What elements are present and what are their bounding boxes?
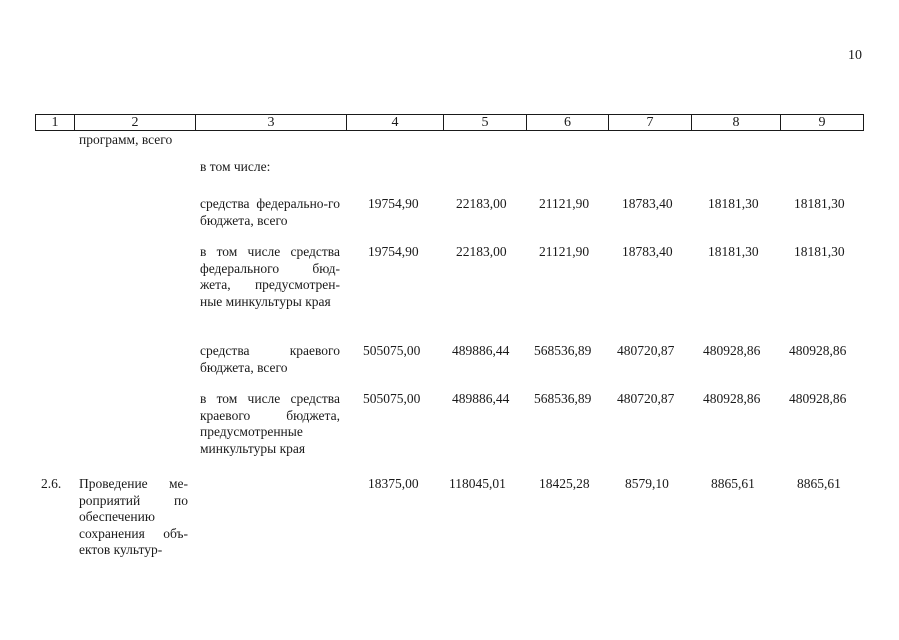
row-4-col-7: 480720,87	[617, 391, 675, 406]
row-5-col-5: 118045,01	[449, 476, 506, 491]
header-col-3: 3	[196, 115, 347, 131]
row-2-col-9: 18181,30	[794, 244, 845, 259]
row-5-col-7: 8579,10	[625, 476, 669, 491]
row-4-col-5: 489886,44	[452, 391, 510, 406]
row-2-col-4: 19754,90	[368, 244, 419, 259]
row-3-col-4: 505075,00	[363, 343, 421, 358]
continuation-text: программ, всего	[79, 132, 173, 147]
row-3-col-7: 480720,87	[617, 343, 675, 358]
row-source-0: в том числе:	[200, 159, 271, 174]
row-3-col-8: 480928,86	[703, 343, 761, 358]
header-col-7: 7	[609, 115, 692, 131]
table-header-row	[35, 114, 864, 131]
row-source-3: средства краевого бюджета, всего	[200, 343, 340, 375]
row-1-col-9: 18181,30	[794, 196, 845, 211]
row-2-col-5: 22183,00	[456, 244, 507, 259]
row-5-col-9: 8865,61	[797, 476, 841, 491]
row-1-col-6: 21121,90	[539, 196, 590, 211]
row-3-col-9: 480928,86	[789, 343, 847, 358]
page-number: 10	[848, 48, 862, 63]
row-name-5: Проведение ме-роприятий по обеспечению сохранения объ-ектов культур-	[79, 476, 188, 557]
row-5-col-4: 18375,00	[368, 476, 419, 491]
row-2-col-8: 18181,30	[708, 244, 759, 259]
header-col-1: 1	[36, 115, 75, 131]
header-col-5: 5	[444, 115, 527, 131]
row-source-1: средства федерально-го бюджета, всего	[200, 196, 340, 228]
header-col-6: 6	[527, 115, 609, 131]
header-col-2: 2	[75, 115, 196, 131]
row-1-col-7: 18783,40	[622, 196, 673, 211]
row-4-col-6: 568536,89	[534, 391, 592, 406]
row-1-col-5: 22183,00	[456, 196, 507, 211]
row-4-col-9: 480928,86	[789, 391, 847, 406]
row-3-col-6: 568536,89	[534, 343, 592, 358]
row-3-col-5: 489886,44	[452, 343, 510, 358]
row-number-5: 2.6.	[41, 476, 62, 491]
row-2-col-7: 18783,40	[622, 244, 673, 259]
header-col-9: 9	[781, 115, 864, 131]
row-1-col-8: 18181,30	[708, 196, 759, 211]
row-5-col-6: 18425,28	[539, 476, 590, 491]
header-col-8: 8	[692, 115, 781, 131]
row-4-col-4: 505075,00	[363, 391, 421, 406]
row-1-col-4: 19754,90	[368, 196, 419, 211]
row-source-4: в том числе средства краевого бюджета, предусмотренные минкультуры края	[200, 391, 340, 456]
row-2-col-6: 21121,90	[539, 244, 590, 259]
header-col-4: 4	[347, 115, 444, 131]
row-source-2: в том числе средства федерального бюд-жета, предусмотрен-ные минкультуры края	[200, 244, 340, 309]
row-5-col-8: 8865,61	[711, 476, 755, 491]
row-4-col-8: 480928,86	[703, 391, 761, 406]
